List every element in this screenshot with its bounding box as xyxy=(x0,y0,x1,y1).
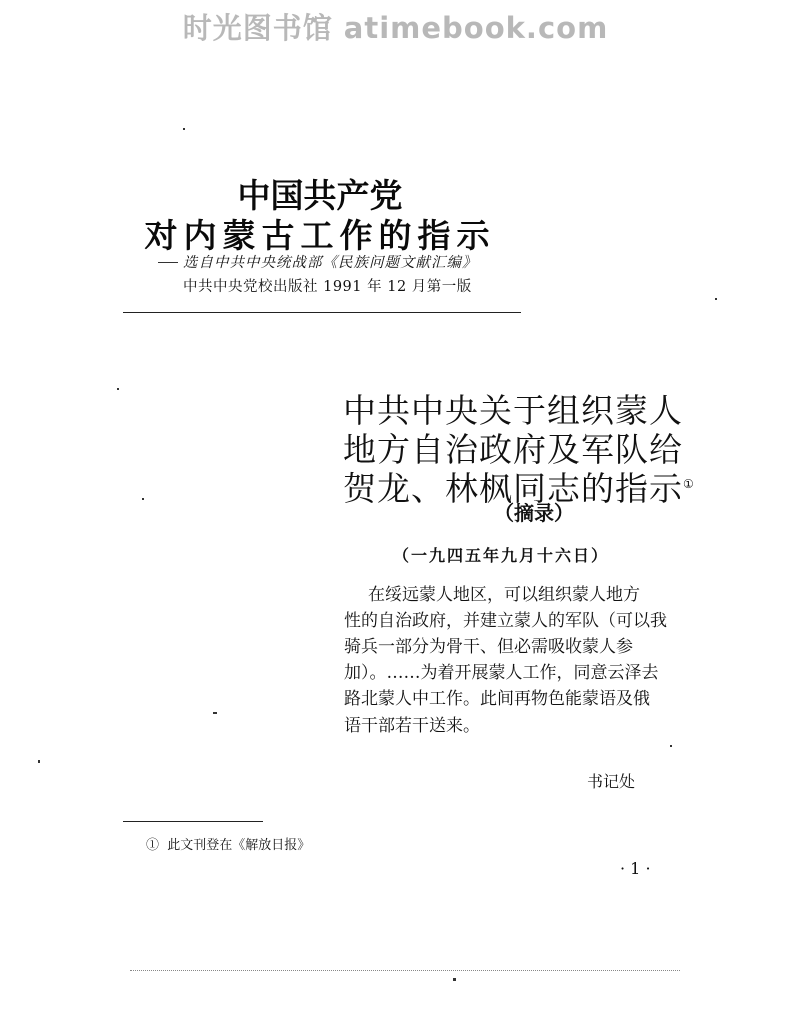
book-title-line1: 中国共产党 xyxy=(237,176,403,215)
document-title-line2: 地方自治政府及军队给 xyxy=(343,430,683,469)
scan-speck xyxy=(453,978,456,981)
scan-speck xyxy=(715,298,717,300)
footnote-text: 此文刊登在《解放日报》 xyxy=(167,838,311,853)
footnote-reference-marker: ① xyxy=(683,477,695,491)
source-dash xyxy=(158,262,178,263)
footnote-rule xyxy=(123,821,263,822)
document-title-line3-text: 贺龙、林枫同志的指示 xyxy=(343,469,683,508)
scan-noise-line xyxy=(130,970,680,971)
document-title-line1: 中共中央关于组织蒙人 xyxy=(343,391,683,430)
footnote-marker: ① xyxy=(146,838,160,853)
body-line: 性的自治政府，并建立蒙人的军队（可以我 xyxy=(344,611,667,631)
body-line: 骑兵一部分为骨干、但必需吸收蒙人参 xyxy=(344,637,633,657)
book-title-line2: 对内蒙古工作的指示 xyxy=(144,216,496,255)
footnote xyxy=(146,834,310,853)
body-line: 语干部若干送来。 xyxy=(344,716,480,736)
document-date: （一九四五年九月十六日） xyxy=(393,546,610,565)
body-line: 在绥远蒙人地区，可以组织蒙人地方 xyxy=(368,585,640,605)
signature: 书记处 xyxy=(587,772,636,791)
header-rule xyxy=(123,312,521,313)
watermark: 时光图书馆 atimebook.com xyxy=(182,11,609,45)
scan-speck xyxy=(38,760,40,763)
page-number: · 1 · xyxy=(620,859,651,878)
scan-speck xyxy=(142,498,144,500)
scan-speck xyxy=(670,745,672,747)
excerpt-label: （摘录） xyxy=(494,501,574,525)
body-line: 路北蒙人中工作。此间再物色能蒙语及俄 xyxy=(344,689,650,709)
scan-speck xyxy=(183,128,185,130)
source-line1: 选自中共中央统战部《民族问题文献汇编》 xyxy=(183,255,478,271)
body-line: 加）。……为着开展蒙人工作，同意云泽去 xyxy=(344,663,659,683)
scan-speck xyxy=(117,388,119,390)
scan-speck xyxy=(213,712,217,714)
source-line2: 中共中央党校出版社 1991 年 12 月第一版 xyxy=(183,279,472,295)
